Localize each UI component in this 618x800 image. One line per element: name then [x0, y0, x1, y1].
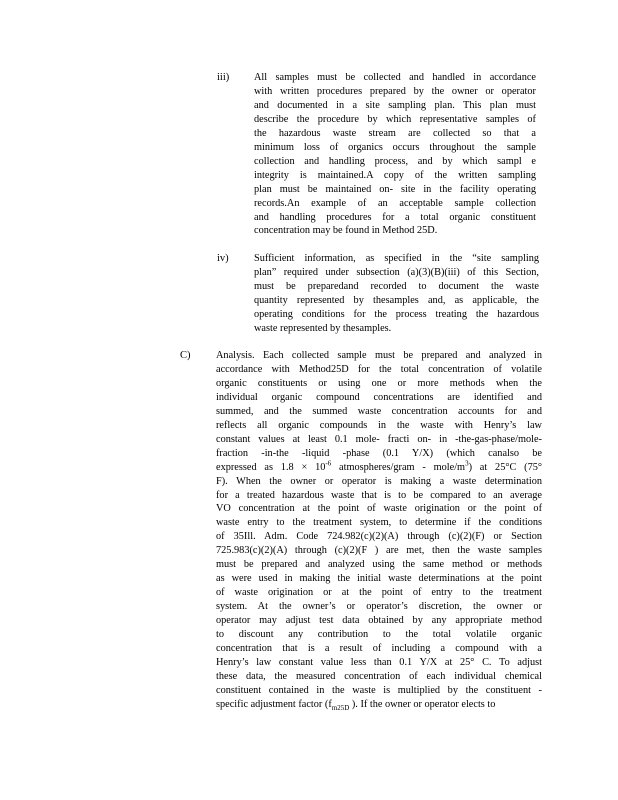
- text-line: Sufficient information, as specified in the “site sampling: [254, 253, 539, 264]
- text-line: collection and handling process, and by which sampl e: [254, 155, 536, 167]
- item-marker-iv: iv): [217, 253, 229, 264]
- text-line: as were used in making the initial waste determinations at the point: [216, 573, 542, 585]
- paragraph-c: [216, 349, 542, 712]
- text-line: quantity represented by thesamples and, as applicable, the: [254, 294, 539, 306]
- text-line: Henry’s law constant value less than 0.1 Y/X at 25° C. To adjust: [216, 656, 542, 668]
- text-line: operator may adjust test data obtained by any appropriate method: [216, 615, 542, 627]
- item-marker-iii: iii): [217, 72, 230, 83]
- text-line: for a treated hazardous waste that is to be compared to an average: [216, 489, 542, 501]
- text-line: to discount any contribution to the total volatile organic: [216, 629, 542, 641]
- text-line: 725.983(c)(2)(A) through (c)(2)(F ) are met, then the waste samples: [216, 545, 542, 557]
- text-line: accordance with Method25D for the total concentration of volatile: [216, 363, 542, 375]
- text-line: minimum loss of organics occurs throughout the sample: [254, 141, 536, 153]
- text-line: VO concentration at the point of waste origination or the point of: [216, 503, 542, 515]
- text-line: and documented in a site sampling plan. This plan must: [254, 99, 536, 111]
- text-line: summed, and the summed waste concentration accounts for and: [216, 405, 542, 417]
- text-line: and handling procedures for a total organic constituent: [254, 211, 536, 223]
- text-line: reflects all organic compounds in the waste with Henry’s law: [216, 419, 542, 431]
- text-line: constant values at least 0.1 mole- fracti on- in -the-gas-phase/mole-: [216, 433, 542, 445]
- text-line: these data, the measured concentration of each individual chemical: [216, 670, 542, 682]
- text-line: with written procedures prepared by the owner or operator: [254, 85, 536, 97]
- text-line: waste entry to the treatment system, to determine if the conditions: [216, 517, 542, 529]
- text-line: describe the procedure by which representative samples of: [254, 113, 536, 125]
- text-line: fraction -in-the -liquid -phase (0.1 Y/X) (which canalso be: [216, 447, 542, 459]
- text-line: expressed as $1.8 \times 10^{-6}$ atmospheres/gram - mole/$m^3$) at 25°C (75°: [216, 459, 542, 473]
- text-line: operating conditions for the process treating the hazardous: [254, 308, 539, 320]
- text-line: plan must be maintained on- site in the facility operating: [254, 183, 536, 195]
- text-line: individual organic compound concentrations are identified and: [216, 391, 542, 403]
- text-line: concentration may be found in Method 25D.: [254, 225, 438, 237]
- text-line: organic constituents or using one or more methods when the: [216, 377, 542, 389]
- text-line: All samples must be collected and handled in accordance: [254, 72, 536, 83]
- text-line: Analysis. Each collected sample must be prepared and analyzed in: [216, 350, 542, 361]
- paragraph-iii: [254, 71, 536, 238]
- text-line: system. At the owner’s or operator’s discretion, the owner or: [216, 601, 542, 613]
- text-line: waste represented by thesamples.: [254, 322, 392, 334]
- text-line: F). When the owner or operator is making a waste determination: [216, 475, 542, 487]
- text-line: plan” required under subsection (a)(3)(B)(iii) of this Section,: [254, 266, 539, 278]
- text-line: concentration that is a result of including a compound with a: [216, 643, 542, 655]
- item-marker-c: C): [180, 350, 191, 361]
- text-line: constituent contained in the waste is multiplied by the constituent -: [216, 684, 542, 696]
- text-line: of waste origination or at the point of entry to the treatment: [216, 587, 542, 599]
- paragraph-iv: [254, 252, 539, 336]
- text-line: must be prepared and analyzed using the same method or methods: [216, 559, 542, 571]
- text-line: specific adjustment factor ($f_{m25D}$ ). If the owner or operator elects to: [216, 698, 496, 712]
- text-line: records.An example of an acceptable sample collection: [254, 197, 536, 209]
- text-line: the hazardous waste stream are collected so that a: [254, 127, 536, 139]
- text-line: of 35Ill. Adm. Code 724.982(c)(2)(A) through (c)(2)(F) or Section: [216, 531, 542, 543]
- text-line: integrity is maintained.A copy of the written sampling: [254, 169, 536, 181]
- text-line: must be preparedand recorded to document the waste: [254, 280, 539, 292]
